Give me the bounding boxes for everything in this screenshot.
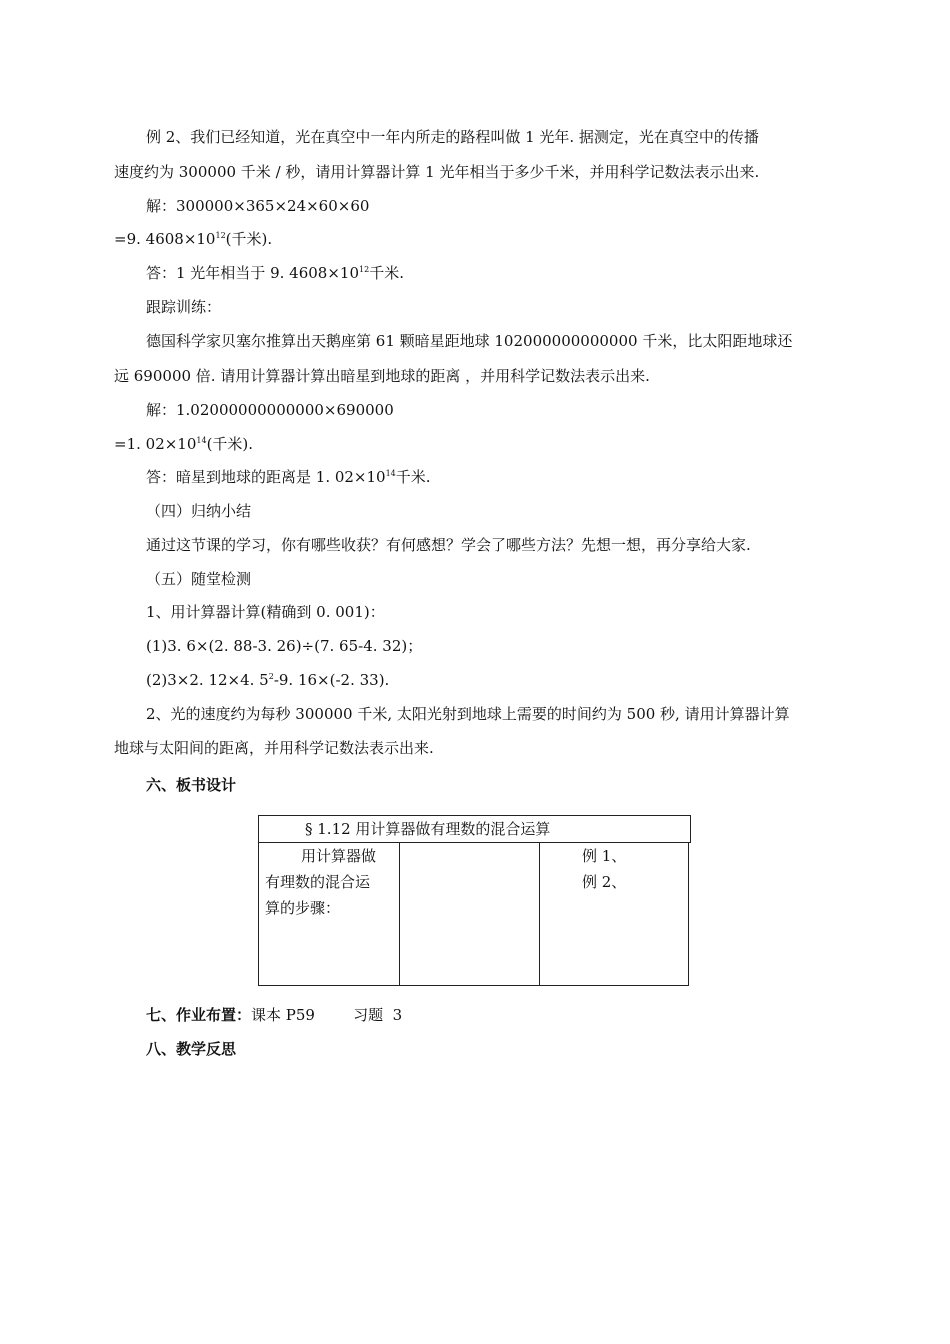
board-column-examples xyxy=(540,843,688,985)
board-steps-line3: 算的步骤： xyxy=(265,899,341,917)
quiz-question2-line1: 2、光的速度约为每秒 300000 千米, 太阳光射到地球上需要的时间约为 500 秒, 请用计算器计算 xyxy=(146,705,790,723)
board-example1: 例 1、 xyxy=(582,847,627,865)
answer-exponent: 12 xyxy=(359,265,370,274)
answer-prefix: 答：1 光年相当于 9. 4608×10 xyxy=(146,264,359,282)
board-table xyxy=(258,843,689,986)
summary-title: （四）归纳小结 xyxy=(146,502,252,520)
followup-result xyxy=(114,433,253,455)
quiz-question1b xyxy=(146,669,389,691)
result-unit: (千米). xyxy=(206,435,254,453)
homework-heading: 七、作业布置： xyxy=(146,1006,252,1024)
q1b-prefix: (2)3×2. 12×4. 5 xyxy=(146,671,269,689)
result-base: =1. 02×10 xyxy=(114,435,197,453)
result-unit: (千米). xyxy=(225,230,273,248)
example2-line1: 例 2、我们已经知道，光在真空中一年内所走的路程叫做 1 光年. 据测定，光在真空中的传播 xyxy=(146,128,759,146)
example2-solution: 解：300000×365×24×60×60 xyxy=(146,197,370,215)
board-steps-line2: 有理数的混合运 xyxy=(265,873,371,891)
board-example2: 例 2、 xyxy=(582,873,627,891)
board-title: § 1.12 用计算器做有理数的混合运算 xyxy=(305,820,551,838)
followup-answer xyxy=(146,466,431,488)
result-base: =9. 4608×10 xyxy=(114,230,216,248)
quiz-question1a: (1)3. 6×(2. 88-3. 26)÷(7. 65-4. 32)； xyxy=(146,637,423,655)
q1b-exponent: 2 xyxy=(268,672,274,681)
q1b-suffix: -9. 16×(-2. 33). xyxy=(273,671,390,689)
board-column-steps xyxy=(259,843,400,985)
quiz-question1: 1、用计算器计算(精确到 0. 001)： xyxy=(146,603,385,621)
board-steps-line1: 用计算器做 xyxy=(301,847,377,865)
example2-line2: 速度约为 300000 千米 / 秒，请用计算器计算 1 光年相当于多少千米，并用科学记数法表示出来. xyxy=(114,163,760,181)
homework-text: 课本 P59 习题 3 xyxy=(251,1006,403,1024)
answer-suffix: 千米. xyxy=(369,264,404,282)
board-heading: 六、板书设计 xyxy=(146,776,237,794)
summary-text: 通过这节课的学习，你有哪些收获？有何感想？学会了哪些方法？先想一想，再分享给大家. xyxy=(146,536,751,554)
followup-line2: 远 690000 倍. 请用计算器计算出暗星到地球的距离 ，并用科学记数法表示出来. xyxy=(114,367,650,385)
followup-line1: 德国科学家贝塞尔推算出天鹅座第 61 颗暗星距地球 102000000000000 千米，比太阳距地球还 xyxy=(146,332,793,350)
quiz-title: （五）随堂检测 xyxy=(146,570,252,588)
quiz-question2-line2: 地球与太阳间的距离，并用科学记数法表示出来. xyxy=(114,739,434,757)
example2-result xyxy=(114,228,272,250)
followup-title: 跟踪训练： xyxy=(146,298,222,316)
example2-answer xyxy=(146,262,404,284)
board-column-middle xyxy=(400,843,540,985)
answer-exponent: 14 xyxy=(385,469,396,478)
answer-suffix: 千米. xyxy=(395,468,431,486)
result-exponent: 12 xyxy=(215,231,226,240)
board-title-box xyxy=(258,815,691,843)
reflection-heading: 八、教学反思 xyxy=(146,1040,237,1058)
followup-solution: 解：1.02000000000000×690000 xyxy=(146,401,394,419)
result-exponent: 14 xyxy=(196,436,207,445)
answer-prefix: 答：暗星到地球的距离是 1. 02×10 xyxy=(146,468,386,486)
homework-row xyxy=(146,1004,402,1026)
